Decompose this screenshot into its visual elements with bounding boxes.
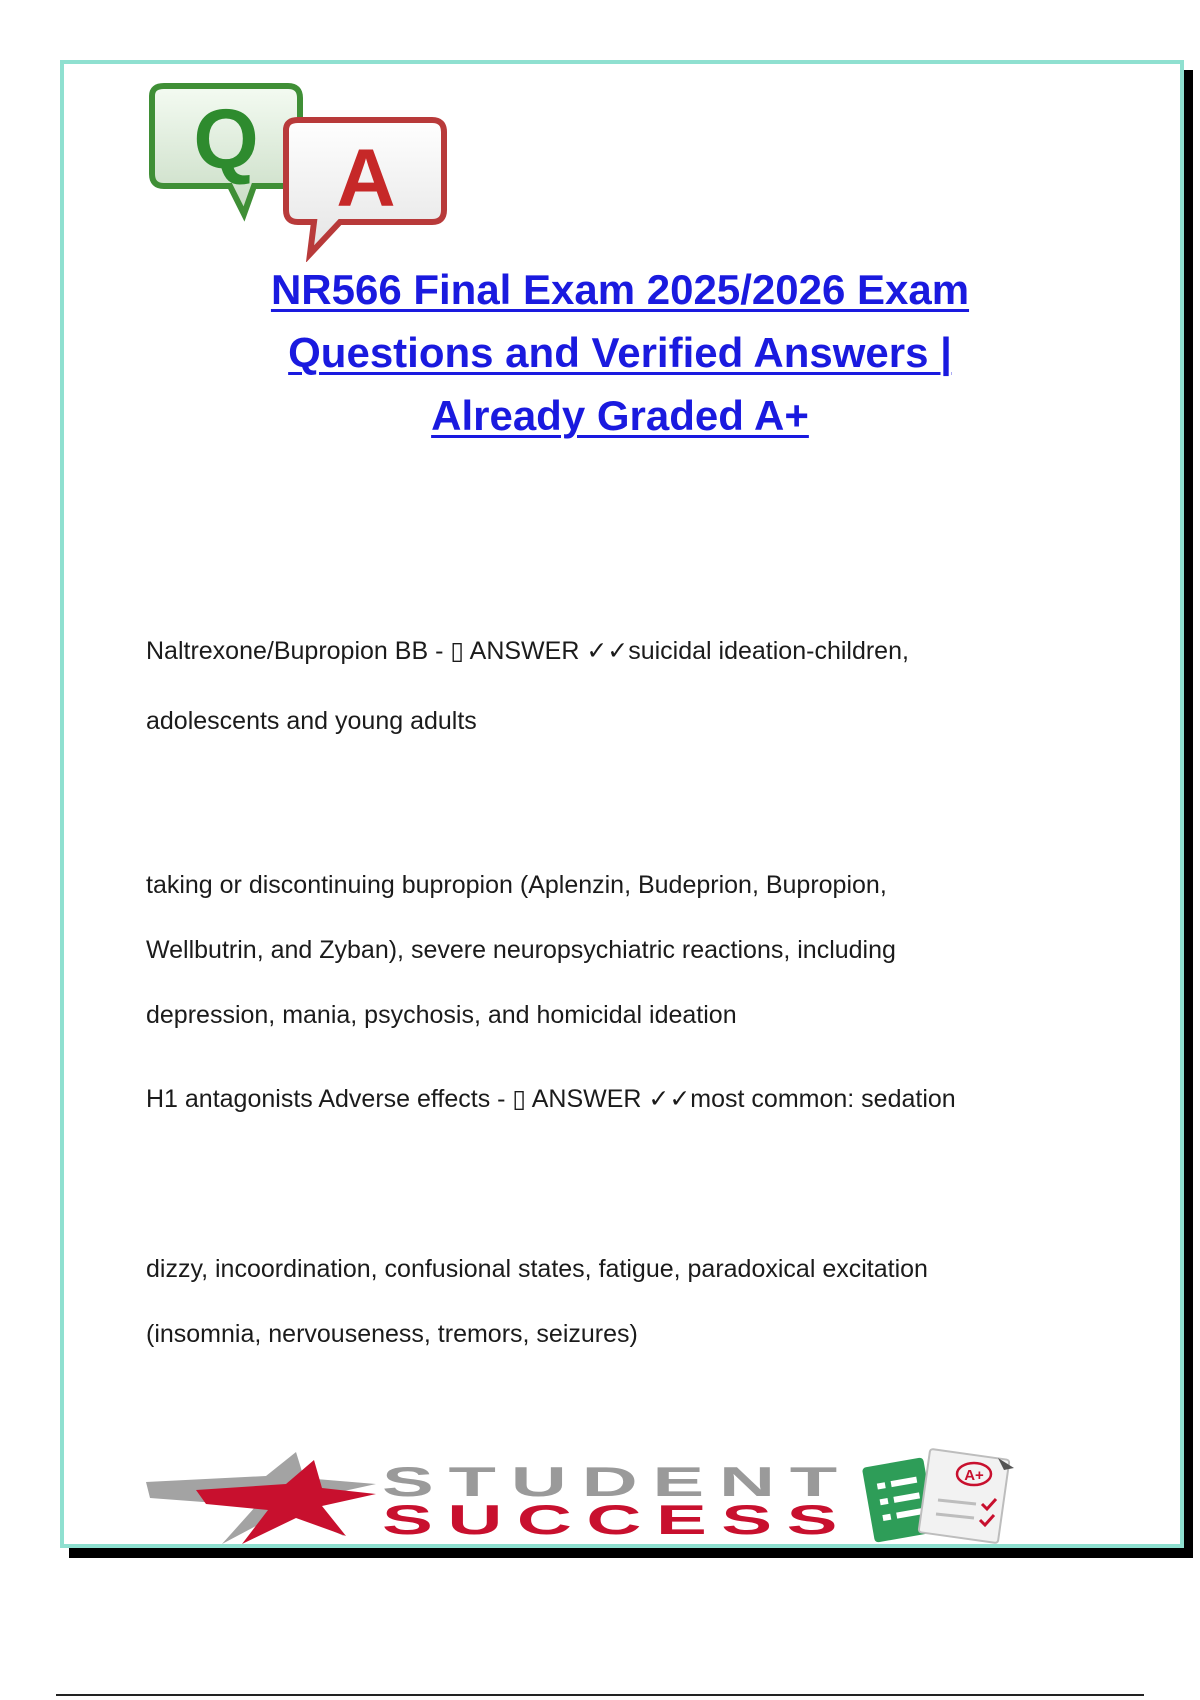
star-swoosh-icon [146,1452,376,1544]
q-letter: Q [193,92,259,186]
answer-1-line-2: adolescents and young adults [146,707,477,735]
answer-1-detail-2: Wellbutrin, and Zyban), severe neuropsychiatric reactions, including [146,936,896,964]
footer-success-text: SUCCESS [382,1496,852,1543]
student-success-logo [146,1448,1086,1548]
bottom-rule [56,1694,1144,1696]
q-bubble-icon [152,86,300,214]
a-letter: A [336,133,396,224]
answer-1-detail-3: depression, mania, psychosis, and homicidal ideation [146,1001,737,1029]
answer-2-detail-2: (insomnia, nervouseness, tremors, seizures) [146,1320,638,1348]
document-title [180,258,1060,447]
title-line-1: NR566 Final Exam 2025/2026 Exam [270,266,970,313]
title-line-2: Questions and Verified Answers | [288,329,952,376]
answer-1-detail-1: taking or discontinuing bupropion (Aplenzin, Budeprion, Bupropion, [146,871,887,899]
graded-paper-icon [919,1449,1014,1543]
question-1: Naltrexone/Bupropion BB - ▯ ANSWER ✓✓suicidal ideation-children, [146,637,909,665]
footer-student-text: STUDENT [382,1458,852,1505]
a-bubble-icon [286,120,444,254]
answer-2-detail-1: dizzy, incoordination, confusional states, fatigue, paradoxical excitation [146,1255,928,1283]
qa-logo [142,82,452,262]
title-line-3: Already Graded A+ [431,392,809,439]
grade-badge-text: A+ [964,1467,984,1484]
question-2: H1 antagonists Adverse effects - ▯ ANSWER ✓✓most common: sedation [146,1085,956,1113]
